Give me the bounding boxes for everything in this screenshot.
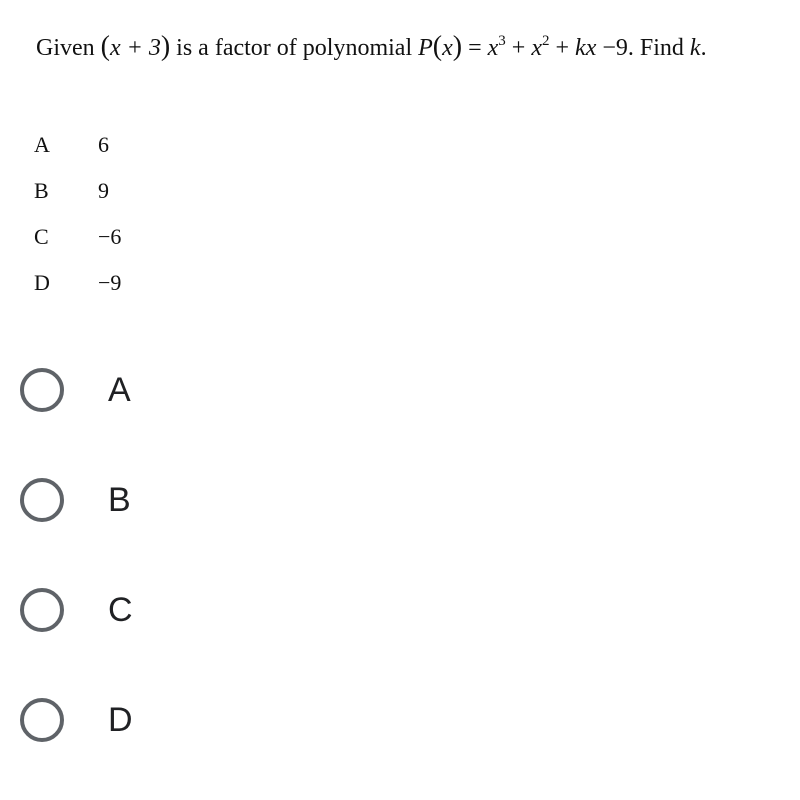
option-letter: B [34, 178, 49, 203]
answer-label-b: B [108, 481, 131, 519]
option-letter: D [34, 270, 50, 295]
option-value: −6 [98, 224, 122, 249]
question-prefix: Given [36, 35, 95, 61]
option-letter: A [34, 132, 50, 157]
answer-label-a: A [108, 371, 131, 409]
option-value: 9 [98, 178, 109, 203]
option-value: 6 [98, 132, 109, 157]
answer-label-c: C [108, 591, 133, 629]
radio-button-a[interactable] [20, 368, 64, 412]
question-mid: is a factor of polynomial [176, 35, 413, 61]
radio-button-c[interactable] [20, 588, 64, 632]
answer-label-d: D [108, 701, 133, 739]
radio-button-d[interactable] [20, 698, 64, 742]
question-target: k [689, 35, 701, 61]
option-value: −9 [98, 270, 122, 295]
question-suffix: . Find [627, 35, 684, 61]
option-letter: C [34, 224, 49, 249]
answer-choice-c[interactable] [20, 580, 320, 690]
question-text: Given (x + 3) is a factor of polynomial $P(x) = x^3 + x^2$ + kx −9. Find k. [36, 31, 707, 62]
answer-choice-a[interactable] [20, 360, 320, 470]
answer-choices [20, 360, 320, 800]
polynomial-expression: $P(x) = x^3 + x^2$ + kx −9 [418, 31, 628, 62]
answer-choice-b[interactable] [20, 470, 320, 580]
answer-choice-d[interactable] [20, 690, 320, 800]
radio-button-b[interactable] [20, 478, 64, 522]
factor-expression: (x + 3) [100, 31, 171, 62]
